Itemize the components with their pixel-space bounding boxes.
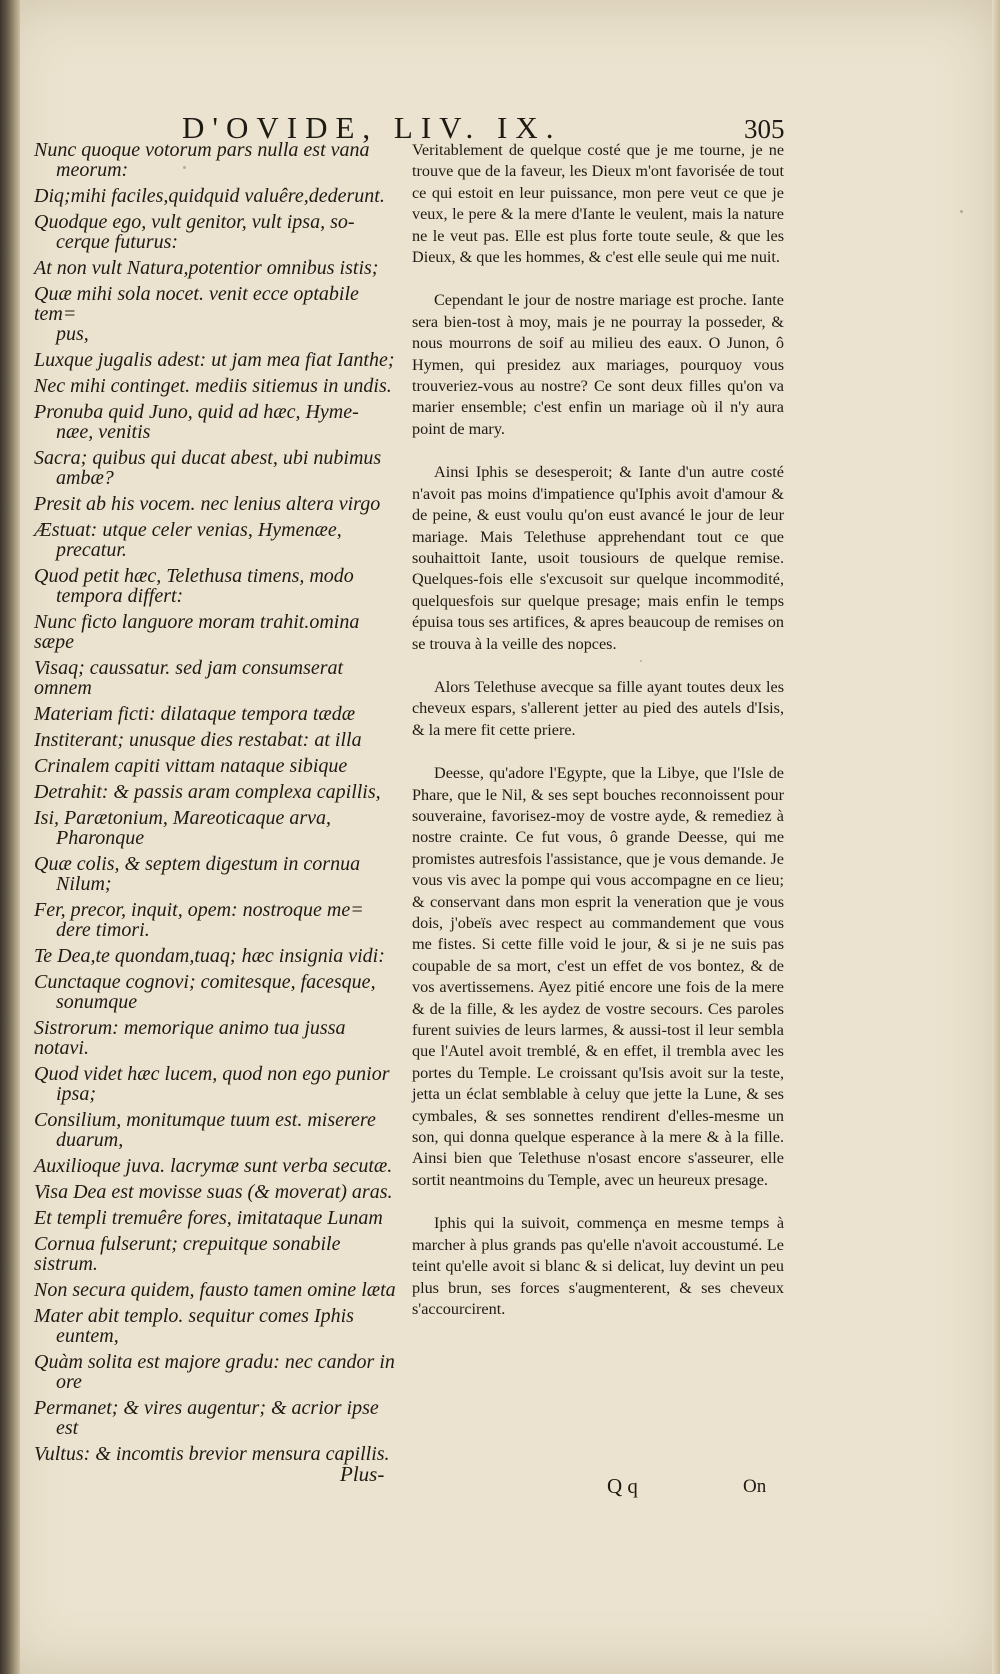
french-catchword: On <box>743 1476 767 1497</box>
latin-verse <box>34 376 402 396</box>
verse-line: Detrahit: & passis aram complexa capillis, <box>34 781 381 803</box>
verse-continuation: tempora differt: <box>56 585 184 607</box>
latin-verse <box>34 946 402 966</box>
verse-line: Cornua fulserunt; crepuitque sonabile sistrum. <box>34 1233 341 1275</box>
latin-verse <box>34 284 402 344</box>
latin-verse <box>34 350 402 370</box>
latin-verse <box>34 1352 402 1392</box>
verse-line: Sacra; quibus qui ducat abest, ubi nubimus <box>34 447 382 469</box>
verse-line: Quæ colis, & septem digestum in cornua <box>34 853 361 875</box>
verse-line: Quod petit hæc, Telethusa timens, modo <box>34 565 354 587</box>
verse-line: Diq;mihi faciles,quidquid valuêre,dederunt. <box>34 185 385 207</box>
latin-verse <box>34 1156 402 1176</box>
running-title: D'OVIDE, LIV. IX. <box>182 110 562 145</box>
verse-continuation: ambæ? <box>56 467 114 489</box>
latin-catchword: Plus- <box>340 1462 385 1486</box>
verse-line: Materiam ficti: dilataque tempora tædæ <box>34 703 356 725</box>
verse-line: Isi, Parætonium, Mareoticaque arva, <box>34 807 332 829</box>
verse-line: Non secura quidem, fausto tamen omine læta <box>34 1279 396 1301</box>
verse-line: At non vult Natura,potentior omnibus istis; <box>34 257 379 279</box>
signature-mark: Q q <box>607 1474 638 1498</box>
verse-line: Vultus: & incomtis brevior mensura capillis. <box>34 1443 390 1465</box>
latin-verse <box>34 854 402 894</box>
french-paragraph: Ainsi Iphis se desesperoit; & Iante d'un autre costé n'avoit pas moins d'impatience qu'Iphis avoit d'amour & de peine, & eust voulu qu'on eust avancé le jour de leur mariage. Mais Telethuse apprehendant tout ce que souhaittoit Iante, usoit tousiours de quelque remise. Quelques-fois elle s'excusoit sur quelque incommodité, quelquesfois sur quelque presage; mais enfin le temps épuisa tous ses artifices, & apres beaucoup de remises on se trouva à la veille des nopces. <box>412 463 784 653</box>
latin-verse <box>34 1280 402 1300</box>
verse-line: Consilium, monitumque tuum est. miserere <box>34 1109 376 1131</box>
verse-line: Quod videt hæc lucem, quod non ego punior <box>34 1063 390 1085</box>
latin-verse <box>34 1208 402 1228</box>
latin-verse <box>34 612 402 652</box>
verse-line: Permanet; & vires augentur; & acrior ipse <box>34 1397 379 1419</box>
latin-verse <box>34 1018 402 1058</box>
verse-line: Pronuba quid Juno, quid ad hæc, Hyme- <box>34 401 359 423</box>
verse-line: Visaq; caussatur. sed jam consumserat omnem <box>34 657 344 699</box>
latin-verse <box>34 186 402 206</box>
latin-verse <box>34 1064 402 1104</box>
verse-line: Quæ mihi sola nocet. venit ecce optabile tem= <box>34 283 359 325</box>
verse-line: Te Dea,te quondam,tuaq; hæc insignia vidi: <box>34 945 385 967</box>
verse-line: Quodque ego, vult genitor, vult ipsa, so- <box>34 211 355 233</box>
binding-gutter <box>0 0 20 1674</box>
latin-verse <box>34 704 402 724</box>
verse-line: Crinalem capiti vittam nataque sibique <box>34 755 348 777</box>
verse-continuation: meorum: <box>56 159 129 181</box>
latin-verse <box>34 566 402 606</box>
french-translation-column <box>412 140 784 1342</box>
latin-verse <box>34 494 402 514</box>
latin-verse <box>34 1306 402 1346</box>
latin-verse <box>34 782 402 802</box>
verse-line: Nunc ficto languore moram trahit.omina sæpe <box>34 611 360 653</box>
verse-line: Luxque jugalis adest: ut jam mea fiat Ianthe; <box>34 349 395 371</box>
verse-line: Mater abit templo. sequitur comes Iphis <box>34 1305 354 1327</box>
french-paragraph: Iphis qui la suivoit, commença en mesme temps à marcher à plus grands pas qu'elle n'avoit accoustumé. Le teint qu'elle avoit si blanc & si delicat, luy devint un peu plus brun, ses forces s'augmenterent, & ses cheveux s'accourcirent. <box>412 1214 784 1318</box>
latin-verse <box>34 1110 402 1150</box>
verse-continuation: precatur. <box>56 539 127 561</box>
latin-verse <box>34 140 402 180</box>
verse-line: Quàm solita est majore gradu: nec candor in <box>34 1351 395 1373</box>
verse-line: Visa Dea est movisse suas (& moverat) aras. <box>34 1181 393 1203</box>
verse-line: Et templi tremuêre fores, imitataque Lunam <box>34 1207 383 1229</box>
verse-line: Nunc quoque votorum pars nulla est vana <box>34 139 370 161</box>
latin-verse <box>34 658 402 698</box>
paper-fleck <box>960 210 963 213</box>
latin-verse <box>34 756 402 776</box>
verse-line: Auxilioque juva. lacrymæ sunt verba secutæ. <box>34 1155 393 1177</box>
page-number: 305 <box>744 114 785 144</box>
verse-continuation: Nilum; <box>56 873 112 895</box>
latin-verse <box>34 808 402 848</box>
verse-line: Nec mihi continget. mediis sitiemus in undis. <box>34 375 392 397</box>
verse-continuation: ipsa; <box>56 1083 96 1105</box>
latin-verse <box>34 212 402 252</box>
latin-verse <box>34 1444 402 1464</box>
latin-verse <box>34 1182 402 1202</box>
latin-verse <box>34 520 402 560</box>
verse-line: Sistrorum: memorique animo tua jussa notavi. <box>34 1017 346 1059</box>
french-paragraph: Alors Telethuse avecque sa fille ayant toutes deux les cheveux espars, s'allerent jetter au pied des autels d'Isis, & la mere fit cette priere. <box>412 677 784 739</box>
latin-verse <box>34 258 402 278</box>
latin-verse <box>34 1234 402 1274</box>
latin-verse-column <box>34 140 402 1470</box>
verse-continuation: sonumque <box>56 991 138 1013</box>
verse-line: Cunctaque cognovi; comitesque, facesque, <box>34 971 376 993</box>
latin-verse <box>34 730 402 750</box>
verse-continuation: pus, <box>56 323 89 345</box>
verse-line: Institerant; unusque dies restabat: at illa <box>34 729 362 751</box>
french-paragraph: Veritablement de quelque costé que je me tourne, je ne trouve que de la faveur, les Dieux m'ont favorisée de tout ce qui estoit en leur puissance, mon pere veut ce que je veux, le pere & la mere d'Iante le veulent, mais la nature ne le veut pas. Elle est plus forte toute seule, & que les Dieux, & que les hommes, & c'est elle seule qui me nuit. <box>412 141 784 267</box>
verse-continuation: dere timori. <box>56 919 150 941</box>
verse-continuation: duarum, <box>56 1129 124 1151</box>
verse-continuation: euntem, <box>56 1325 119 1347</box>
latin-verse <box>34 1398 402 1438</box>
verse-line: Fer, precor, inquit, opem: nostroque me= <box>34 899 364 921</box>
verse-continuation: est <box>56 1417 79 1439</box>
verse-continuation: ore <box>56 1371 82 1393</box>
latin-verse <box>34 900 402 940</box>
latin-verse <box>34 972 402 1012</box>
french-paragraph: Deesse, qu'adore l'Egypte, que la Libye, que l'Isle de Phare, que le Nil, & ses sept bouches reconnoissent pour souveraine, favorisez-moy de vostre ayde, & remediez à nostre crainte. Ce fut vous, ô grande Deesse, qui me promistes autresfois l'assistance, que je vous demande. Je vous vis avec la pompe qui vous accompagne en ce lieu; & conservant dans mon esprit la veneration que je vous dois, j'obeïs avec respect au commandement que vous me fistes. Si cette fille void le jour, & si je ne suis pas coupable de sa mort, c'est un effet de vos bontez, & de vos avertissemens. Ayez pitié encore une fois de la mere & de la fille, & les aydez de vostre secours. Ces paroles furent suivies de leurs larmes, & aussi-tost il leur sembla que l'Autel avoit tremblé, & en effet, il trembla avec les portes du Temple. Le croissant qu'Isis avoit sur la teste, jetta un éclat semblable à celuy que jette la Lune, & ses cymbales, & ses sonnettes rendirent d'elles-mesme un son, qui donna quelque esperance à la mere & à la fille. Ainsi bien que Telethuse n'osast encore s'asseurer, elle sortit neantmoins du Temple, avec un heureux presage. <box>412 764 784 1189</box>
latin-verse <box>34 448 402 488</box>
verse-line: Presit ab his vocem. nec lenius altera virgo <box>34 493 381 515</box>
french-paragraph: Cependant le jour de nostre mariage est proche. Iante sera bien-tost à moy, mais je ne pourray la posseder, & nous mourrons de soif au milieu des eaux. O Junon, ô Hymen, qui presidez aux mariages, pourquoy vous trouveriez-vous au nostre? Ce sont deux filles qu'on va marier ensemble; c'est enfin un mariage où il n'y aura point de mary. <box>412 291 784 438</box>
page-edge <box>992 0 1000 1674</box>
verse-continuation: Pharonque <box>56 827 145 849</box>
verse-continuation: cerque futurus: <box>56 231 179 253</box>
verse-line: Æstuat: utque celer venias, Hymenæe, <box>34 519 342 541</box>
verse-continuation: næe, venitis <box>56 421 151 443</box>
latin-verse <box>34 402 402 442</box>
